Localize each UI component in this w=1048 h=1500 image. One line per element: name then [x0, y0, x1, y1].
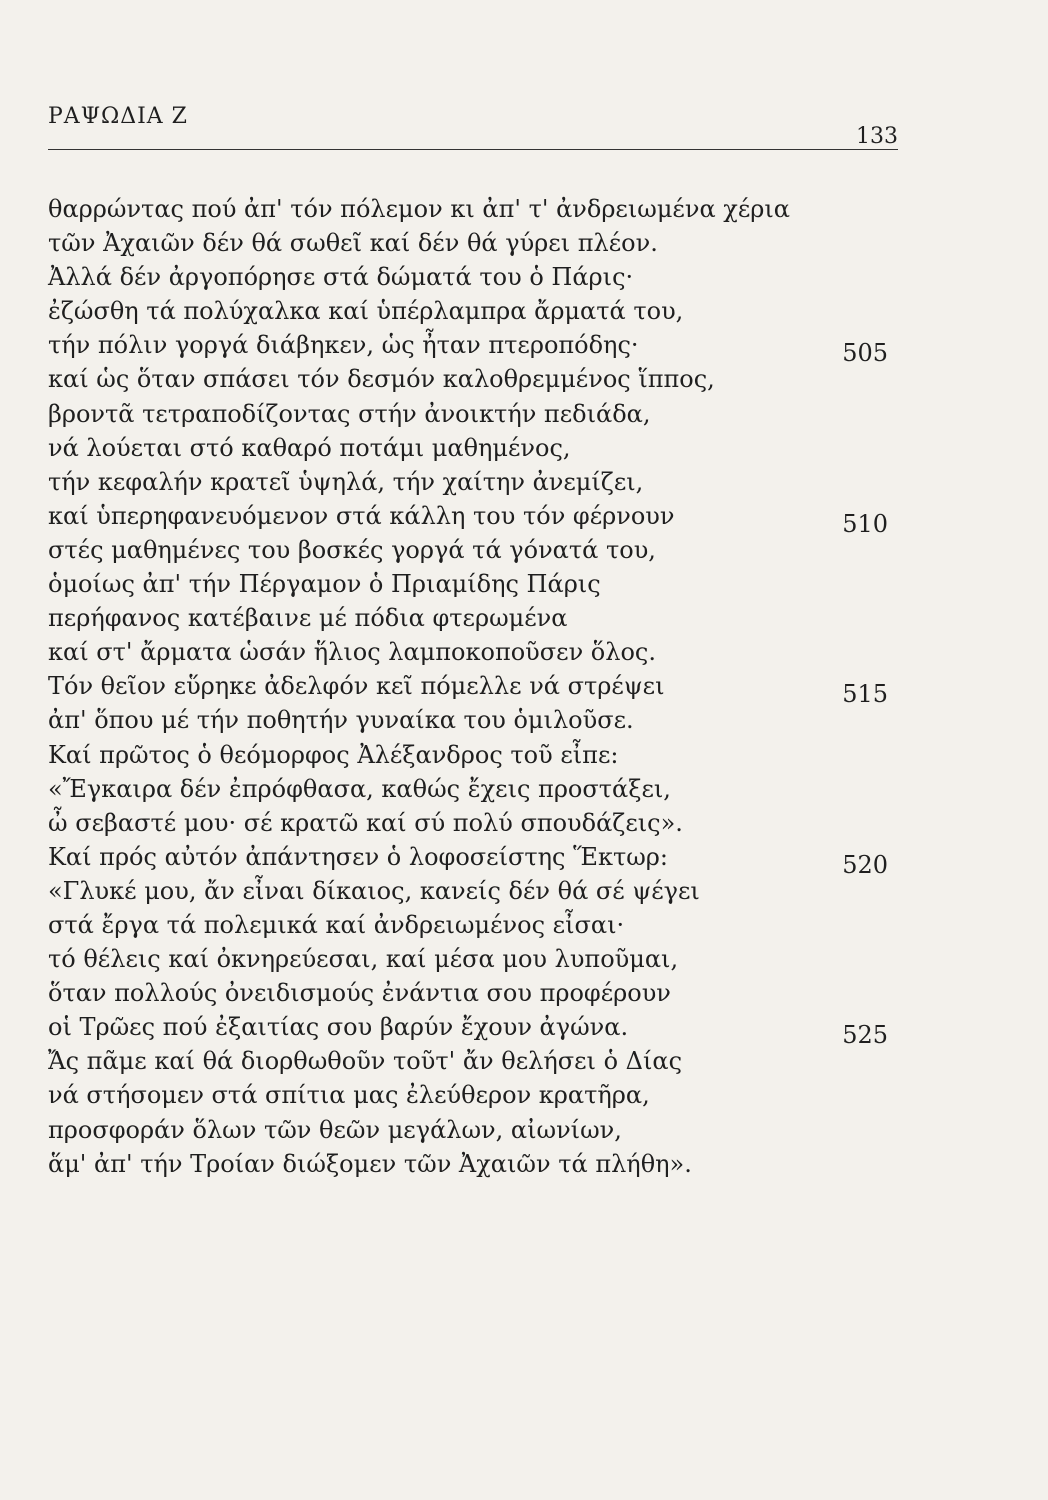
- line-number: 515: [842, 680, 888, 709]
- verse-line: [48, 1010, 888, 1050]
- verse-text: τήν πόλιν γοργά διάβηκεν, ὡς ἦταν πτεροπόδης·: [48, 331, 639, 360]
- verse-text: Ἄς πᾶμε καί θά διορθωθοῦν τοῦτ' ἄν θελήσει ὁ Δίας: [48, 1047, 683, 1076]
- verse-text: «Γλυκέ μου, ἄν εἶναι δίκαιος, κανείς δέν θά σέ ψέγει: [48, 876, 700, 905]
- verse-text: ὅταν πολλούς ὀνειδισμούς ἐνάντια σου προφέρουν: [48, 979, 671, 1008]
- line-number: 510: [842, 509, 888, 538]
- verse-text: ὦ σεβαστέ μου· σέ κρατῶ καί σύ πολύ σπουδάζεις».: [48, 808, 683, 837]
- verse-text: Καί πρῶτος ὁ θεόμορφος Ἀλέξανδρος τοῦ εἶπε:: [48, 740, 619, 769]
- verse-line: [48, 942, 888, 976]
- verse-line: [48, 669, 888, 709]
- verse-line: [48, 840, 888, 879]
- verse-text: νά λούεται στό καθαρό ποτάμι μαθημένος,: [48, 433, 571, 462]
- verse-block: [48, 192, 888, 1181]
- verse-text: ἅμ' ἀπ' τήν Τροίαν διώξομεν τῶν Ἀχαιῶν τά πλήθη».: [48, 1149, 692, 1178]
- verse-text: Τόν θεῖον εὕρηκε ἀδελφόν κεῖ πόμελλε νά στρέψει: [48, 672, 665, 701]
- verse-line: [48, 294, 888, 328]
- verse-line: [48, 328, 888, 368]
- line-number: 505: [842, 339, 888, 368]
- verse-line: [48, 260, 888, 294]
- verse-text: τήν κεφαλήν κρατεῖ ὑψηλά, τήν χαίτην ἀνεμίζει,: [48, 467, 644, 496]
- verse-line: [48, 738, 888, 772]
- verse-text: τῶν Ἀχαιῶν δέν θά σωθεῖ καί δέν θά γύρει πλέον.: [48, 229, 658, 258]
- verse-line: [48, 1044, 888, 1078]
- verse-line: [48, 976, 888, 1010]
- verse-text: βροντᾶ τετραποδίζοντας στήν ἀνοικτήν πεδιάδα,: [48, 399, 651, 428]
- verse-line: [48, 567, 888, 601]
- verse-line: [48, 772, 888, 806]
- verse-line: [48, 806, 888, 840]
- verse-line: [48, 1078, 888, 1112]
- verse-line: [48, 533, 888, 567]
- verse-text: καί ὡς ὅταν σπάσει τόν δεσμόν καλοθρεμμένος ἵππος,: [48, 365, 715, 394]
- verse-text: καί στ' ἄρματα ὡσάν ἥλιος λαμποκοποῦσεν ὅλος.: [48, 638, 656, 667]
- verse-text: ὁμοίως ἀπ' τήν Πέργαμον ὁ Πριαμίδης Πάρις: [48, 570, 601, 599]
- verse-line: [48, 499, 888, 538]
- verse-text: Καί πρός αὐτόν ἀπάντησεν ὁ λοφοσείστης Ἕκτωρ:: [48, 842, 668, 871]
- verse-text: προσφοράν ὅλων τῶν θεῶν μεγάλων, αἰωνίων,: [48, 1115, 622, 1144]
- verse-text: περήφανος κατέβαινε μέ πόδια φτερωμένα: [48, 604, 568, 633]
- verse-text: τό θέλεις καί ὀκνηρεύεσαι, καί μέσα μου λυποῦμαι,: [48, 945, 679, 974]
- verse-line: [48, 635, 888, 669]
- line-number: 520: [842, 850, 888, 879]
- verse-line: [48, 908, 888, 942]
- page-number: 133: [856, 124, 898, 149]
- verse-text: στά ἔργα τά πολεμικά καί ἀνδρειωμένος εἶσαι·: [48, 910, 625, 939]
- line-number: 525: [842, 1021, 888, 1050]
- verse-line: [48, 1147, 888, 1181]
- verse-line: [48, 703, 888, 737]
- verse-text: Ἀλλά δέν ἀργοπόρησε στά δώματά του ὁ Πάρις·: [48, 263, 634, 292]
- verse-text: θαρρώντας πού ἀπ' τόν πόλεμον κι ἀπ' τ' ἀνδρειωμένα χέρια: [48, 195, 790, 223]
- running-head: ΡΑΨΩΔΙΑ Ζ: [48, 104, 188, 129]
- header-rule: [48, 149, 898, 150]
- verse-line: [48, 465, 888, 499]
- verse-text: «Ἔγκαιρα δέν ἐπρόφθασα, καθώς ἔχεις προστάξει,: [48, 774, 671, 803]
- verse-line: [48, 226, 888, 260]
- verse-line: [48, 431, 888, 465]
- verse-line: [48, 601, 888, 635]
- verse-line: [48, 192, 888, 226]
- verse-text: στές μαθημένες του βοσκές γοργά τά γόνατά του,: [48, 535, 656, 564]
- verse-line: [48, 874, 888, 908]
- verse-text: ἐζώσθη τά πολύχαλκα καί ὑπέρλαμπρα ἄρματά του,: [48, 297, 684, 326]
- verse-text: ἀπ' ὅπου μέ τήν ποθητήν γυναίκα του ὁμιλοῦσε.: [48, 706, 634, 735]
- verse-line: [48, 1113, 888, 1147]
- verse-text: καί ὑπερηφανευόμενον στά κάλλη του τόν φέρνουν: [48, 501, 675, 530]
- verse-text: οἱ Τρῶες πού ἐξαιτίας σου βαρύν ἔχουν ἀγώνα.: [48, 1013, 629, 1042]
- verse-text: νά στήσομεν στά σπίτια μας ἐλεύθερον κρατῆρα,: [48, 1081, 650, 1110]
- verse-line: [48, 397, 888, 431]
- verse-line: [48, 362, 888, 396]
